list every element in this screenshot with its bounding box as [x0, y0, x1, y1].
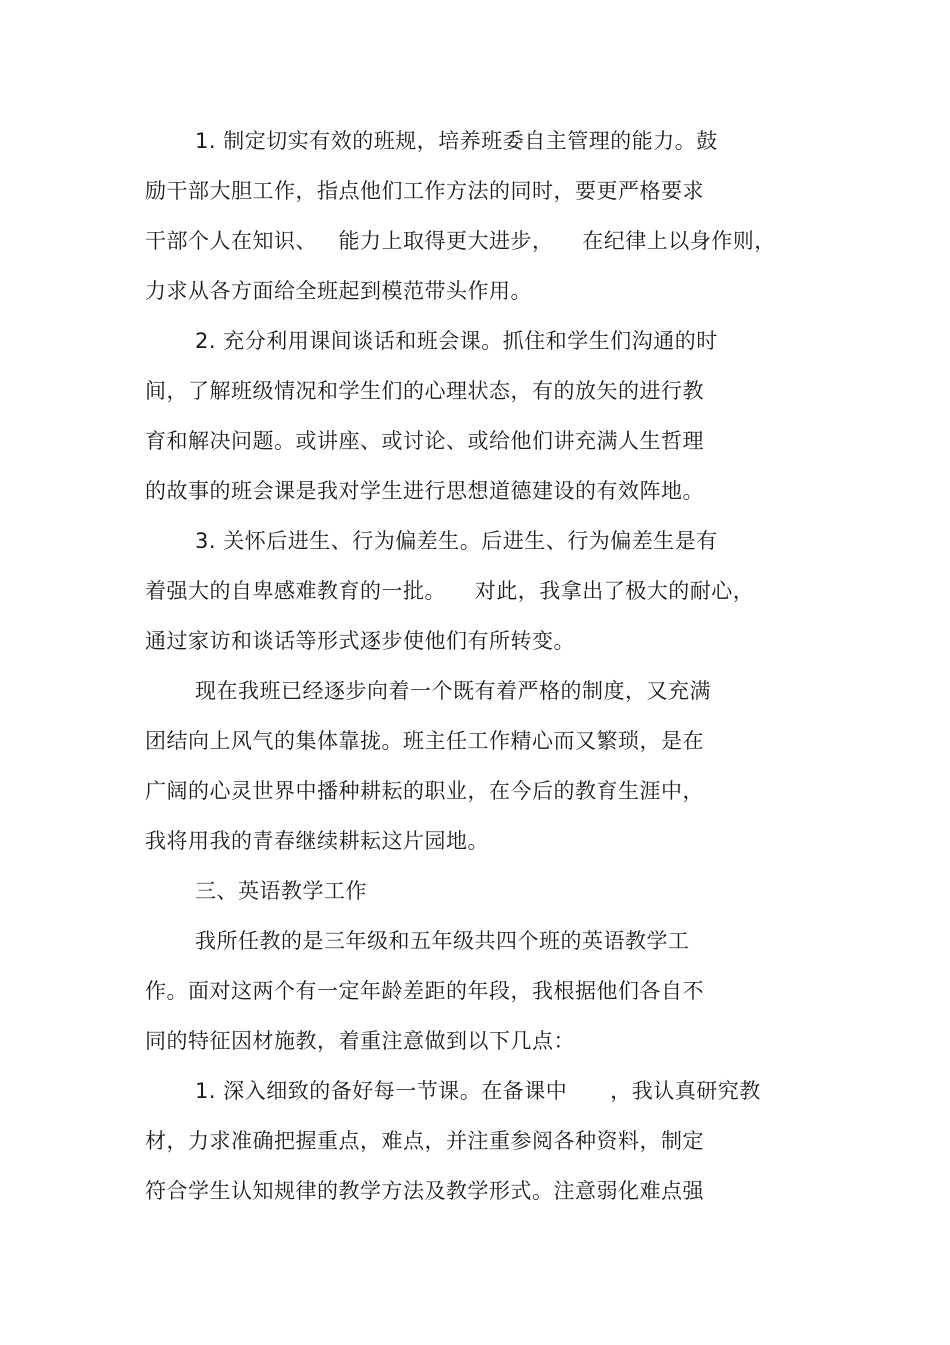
text-line: 2. 充分利用课间谈话和班会课。抓住和学生们沟通的时	[195, 329, 718, 353]
text-line: 间，了解班级情况和学生们的心理状态，有的放矢的进行教	[145, 379, 704, 403]
text-line: 同的特征因材施教，着重注意做到以下几点：	[145, 1029, 575, 1053]
text-line: 现在我班已经逐步向着一个既有着严格的制度，又充满	[195, 679, 711, 703]
text-line: 我将用我的青春继续耕耘这片园地。	[145, 829, 489, 853]
text-line: 着强大的自卑感难教育的一批。 对此，我拿出了极大的耐心，	[145, 579, 755, 603]
text-line: 广阔的心灵世界中播种耕耘的职业，在今后的教育生涯中，	[145, 779, 704, 803]
text-line: 的故事的班会课是我对学生进行思想道德建设的有效阵地。	[145, 479, 704, 503]
text-line: 材，力求准确把握重点，难点，并注重参阅各种资料，制定	[145, 1129, 704, 1153]
text-line: 3. 关怀后进生、行为偏差生。后进生、行为偏差生是有	[195, 529, 718, 553]
text-line: 我所任教的是三年级和五年级共四个班的英语教学工	[195, 929, 690, 953]
text-line: 团结向上风气的集体靠拢。班主任工作精心而又繁琐，是在	[145, 729, 704, 753]
text-line: 符合学生认知规律的教学方法及教学形式。注意弱化难点强	[145, 1179, 704, 1203]
text-line: 励干部大胆工作，指点他们工作方法的同时，要更严格要求	[145, 179, 704, 203]
text-line: 干部个人在知识、 能力上取得更大进步， 在纪律上以身作则，	[145, 229, 776, 253]
text-line: 1. 制定切实有效的班规，培养班委自主管理的能力。鼓	[195, 129, 718, 153]
section-heading: 三、英语教学工作	[195, 879, 367, 903]
text-line: 力求从各方面给全班起到模范带头作用。	[145, 279, 532, 303]
text-line: 通过家访和谈话等形式逐步使他们有所转变。	[145, 629, 575, 653]
text-line: 作。面对这两个有一定年龄差距的年段，我根据他们各自不	[145, 979, 704, 1003]
text-line: 育和解决问题。或讲座、或讨论、或给他们讲充满人生哲理	[145, 429, 704, 453]
text-line: 1. 深入细致的备好每一节课。在备课中 ，我认真研究教	[195, 1079, 761, 1103]
